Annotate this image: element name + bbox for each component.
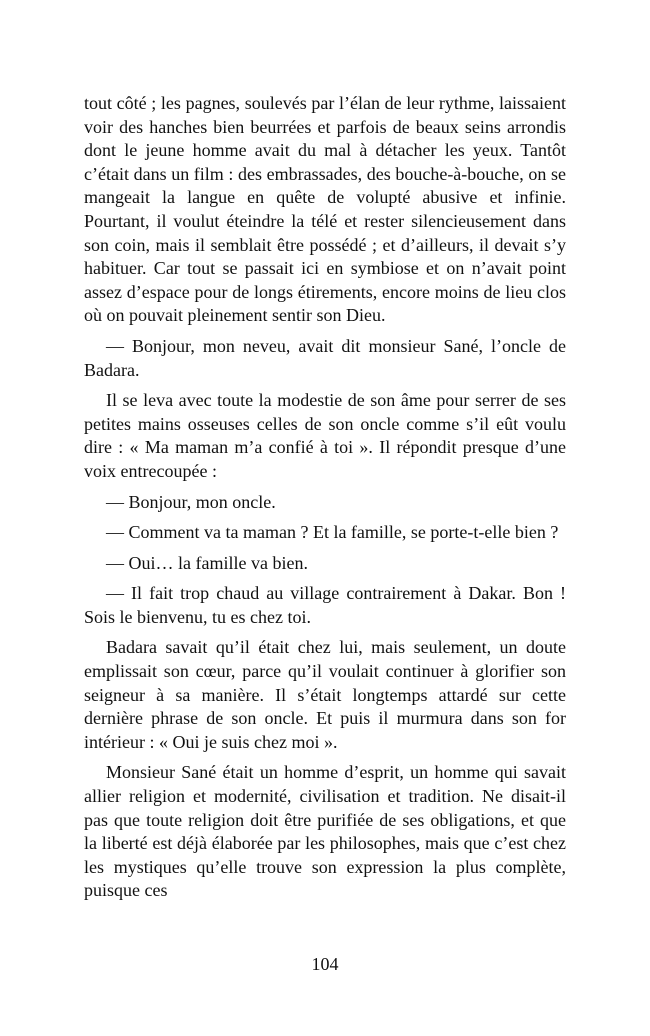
paragraph-9: Monsieur Sané était un homme d’esprit, un homme qui savait allier religion et modernité, civilisation et tradition. Ne disait-il pas que toute religion doit être purifiée de ses obligations, et que la liberté est déjà élaborée par les philosophes, mais que c’est chez les mystiques qu’elle trouve son expression la plus complète, puisque ces (84, 762, 566, 901)
paragraph-2: — Bonjour, mon neveu, avait dit monsieur Sané, l’oncle de Badara. (84, 335, 566, 380)
page-number: 104 (311, 954, 339, 974)
paragraph-4: — Bonjour, mon oncle. (106, 491, 276, 512)
paragraph-1: tout côté ; les pagnes, soulevés par l’élan de leur rythme, laissaient voir des hanches bien beurrées et parfois de beaux seins arrondis dont le jeune homme avait du mal à détacher les yeux. Tantôt c’était dans un film : des embrassades, des bouche-à-bouche, on se mangeait la langue en quête de volupté abusive et infinie. Pourtant, il voulut éteindre la télé et rester silencieusement dans son coin, mais il semblait être possédé ; et d’ailleurs, il devait s’y habituer. Car tout se passait ici en symbiose et on n’avait point assez d’espace pour de longs étirements, encore moins de lieu clos où on pouvait pleinement sentir son Dieu. (84, 93, 566, 326)
paragraph-3: Il se leva avec toute la modestie de son âme pour serrer de ses petites mains osseuses celles de son oncle comme s’il eût voulu dire : « Ma maman m’a confié à toi ». Il répondit presque d’une voix entrecoupée : (84, 390, 566, 481)
page-body (84, 92, 566, 910)
paragraph-5: — Comment va ta maman ? Et la famille, se porte-t-elle bien ? (106, 522, 559, 543)
paragraph-7: — Il fait trop chaud au village contrairement à Dakar. Bon ! Sois le bienvenu, tu es chez toi. (84, 583, 566, 627)
paragraph-8: Badara savait qu’il était chez lui, mais seulement, un doute emplissait son cœur, parce qu’il voulait continuer à glorifier son seigneur à sa manière. Il s’était longtemps attardé sur cette dernière phrase de son oncle. Et puis il murmura dans son for intérieur : « Oui je suis chez moi ». (84, 637, 566, 752)
paragraph-6: — Oui… la famille va bien. (106, 552, 308, 573)
